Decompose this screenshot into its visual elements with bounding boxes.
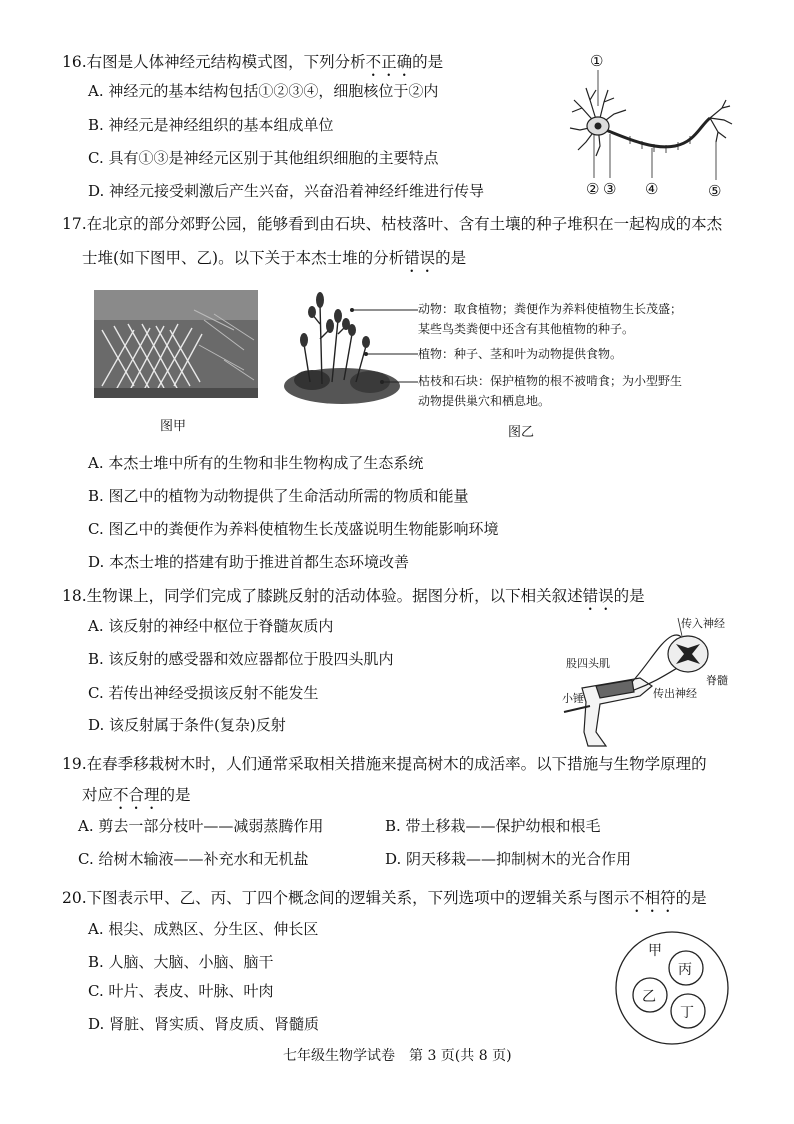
q16-option-c: C. 具有①③是神经元区别于其他组织细胞的主要特点 — [88, 149, 439, 167]
q20-option-d: D. 肾脏、肾实质、肾皮质、肾髓质 — [88, 1015, 320, 1033]
note-animal-line2: 某些鸟类粪便中还含有其他植物的种子。 — [418, 322, 635, 336]
q17-option-d: D. 本杰士堆的搭建有助于推进首都生态环境改善 — [88, 553, 410, 571]
fig-a-label: 图甲 — [160, 419, 187, 434]
label-quadriceps: 股四头肌 — [566, 657, 610, 670]
q16-option-b: B. 神经元是神经组织的基本组成单位 — [88, 116, 334, 134]
venn-label-ding: 丁 — [680, 1005, 694, 1021]
neuron-label-3: ③ — [603, 180, 617, 198]
q18-option-b: B. 该反射的感受器和效应器都位于股四头肌内 — [88, 650, 394, 668]
q19-option-b: B. 带土移栽——保护幼根和根毛 — [385, 817, 601, 835]
venn-label-yi: 乙 — [642, 989, 656, 1005]
note-animal-line1: 动物：取食植物；粪便作为养料使植物生长茂盛； — [418, 302, 683, 316]
photo-bentonite-heap — [94, 290, 258, 398]
q17-stem-line2: 士堆(如下图甲、乙)。以下关于本杰士堆的分析错误的是 — [82, 249, 467, 267]
q18-option-c: C. 若传出神经受损该反射不能发生 — [88, 684, 319, 702]
q17-option-a: A. 本杰士堆中所有的生物和非生物构成了生态系统 — [88, 454, 424, 472]
neuron-label-4: ④ — [645, 180, 659, 198]
q16-stem: 16.右图是人体神经元结构模式图，下列分析不正确的是 — [62, 53, 444, 71]
neuron-label-1: ① — [590, 52, 604, 70]
page-footer: 七年级生物学试卷 第 3 页(共 8 页) — [283, 1048, 512, 1064]
concept-venn-diagram — [612, 928, 732, 1048]
venn-label-bing: 丙 — [678, 962, 692, 978]
label-afferent-nerve: 传入神经 — [681, 617, 725, 630]
fig-b-label: 图乙 — [508, 425, 535, 440]
label-spinal-cord: 脊髓 — [706, 674, 728, 687]
q16-option-a: A. 神经元的基本结构包括①②③④，细胞核位于②内 — [88, 82, 439, 100]
q20-stem: 20.下图表示甲、乙、丙、丁四个概念间的逻辑关系，下列选项中的逻辑关系与图示不相符的是 — [62, 889, 707, 907]
q19-stem-line1: 19.在春季移栽树木时，人们通常采取相关措施来提高树木的成活率。以下措施与生物学原理的 — [62, 755, 707, 773]
q20-option-c: C. 叶片、表皮、叶脉、叶肉 — [88, 982, 274, 1000]
q20-option-a: A. 根尖、成熟区、分生区、伸长区 — [88, 920, 319, 938]
q17-stem-line1: 17.在北京的部分郊野公园，能够看到由石块、枯枝落叶、含有土壤的种子堆积在一起构成的本杰 — [62, 215, 723, 233]
q19-option-d: D. 阴天移栽——抑制树木的光合作用 — [385, 850, 632, 868]
q19-option-c: C. 给树木输液——补充水和无机盐 — [78, 850, 309, 868]
q16-option-d: D. 神经元接受刺激后产生兴奋，兴奋沿着神经纤维进行传导 — [88, 182, 485, 200]
neuron-label-5: ⑤ — [708, 182, 722, 200]
note-branch-line2: 动物提供巢穴和栖息地。 — [418, 394, 551, 408]
q19-option-a: A. 剪去一部分枝叶——减弱蒸腾作用 — [78, 817, 324, 835]
label-hammer: 小锤 — [562, 692, 584, 705]
label-efferent-nerve: 传出神经 — [653, 687, 697, 700]
note-branch-line1: 枯枝和石块：保护植物的根不被啃食；为小型野生 — [418, 374, 683, 388]
venn-label-jia: 甲 — [648, 943, 662, 959]
q20-option-b: B. 人脑、大脑、小脑、脑干 — [88, 953, 274, 971]
q19-stem-line2: 对应不合理的是 — [82, 786, 191, 804]
q18-stem: 18.生物课上，同学们完成了膝跳反射的活动体验。据图分析，以下相关叙述错误的是 — [62, 587, 645, 605]
neuron-label-2: ② — [586, 180, 600, 198]
q17-option-c: C. 图乙中的粪便作为养料使植物生长茂盛说明生物能影响环境 — [88, 520, 499, 538]
drawing-heap-ecosystem — [282, 284, 422, 414]
q18-option-d: D. 该反射属于条件(复杂)反射 — [88, 716, 286, 734]
q18-option-a: A. 该反射的神经中枢位于脊髓灰质内 — [88, 617, 334, 635]
q17-option-b: B. 图乙中的植物为动物提供了生命活动所需的物质和能量 — [88, 487, 469, 505]
note-plant: 植物：种子、茎和叶为动物提供食物。 — [418, 347, 623, 361]
